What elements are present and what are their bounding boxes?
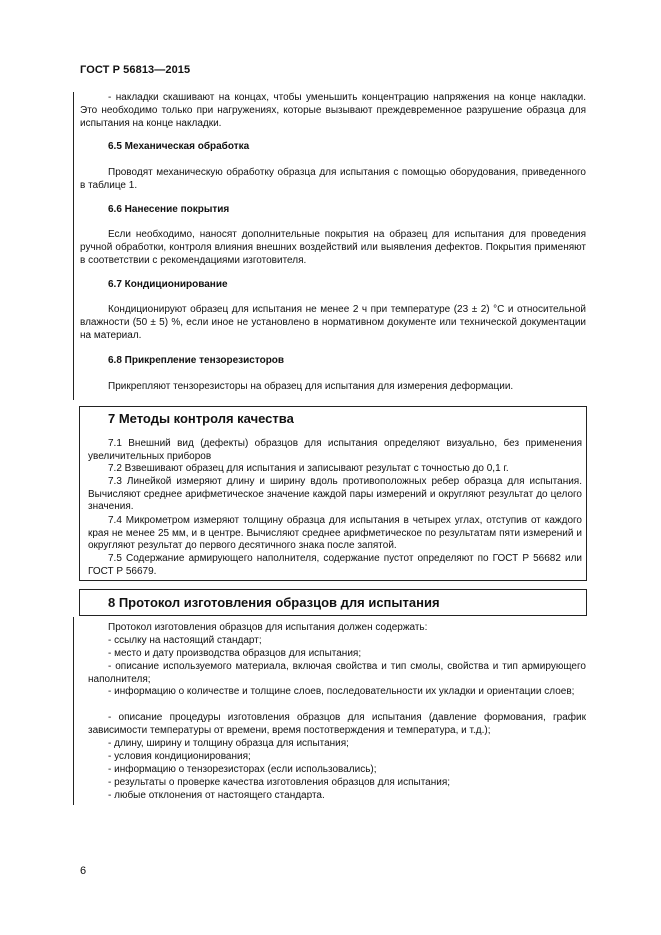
list-item: - любые отклонения от настоящего стандарта.	[108, 790, 325, 801]
section-6-8-title: 6.8 Прикрепление тензорезисторов	[108, 355, 285, 366]
section-7-5-text: 7.5 Содержание армирующего наполнителя, содержание пустот определяют по ГОСТ Р 56682 или ГОСТ Р 56679.	[88, 553, 582, 577]
list-item: - информацию о количестве и толщине слоев, последовательности их укладки и ориентации слоев;	[108, 686, 575, 697]
list-item: - длину, ширину и толщину образца для испытания;	[108, 738, 349, 749]
list-item: - ссылку на настоящий стандарт;	[108, 635, 262, 646]
list-item: - информацию о тензорезисторах (если использовались);	[108, 764, 377, 775]
list-item: - описание используемого материала, включая свойства и тип смолы, свойства и тип армирующего наполнителя;	[88, 661, 586, 685]
list-item: - результаты о проверке качества изготовления образцов для испытания;	[108, 777, 451, 788]
list-item: - описание процедуры изготовления образцов для испытания (давление формования, график зависимости температуры от времени, время постотверждения и температура, и т.д.);	[88, 712, 586, 736]
section-7-4-text: 7.4 Микрометром измеряют толщину образца для испытания в четырех углах, отступив от каждого края не менее 25 мм, и в центре. Вычисляют среднее арифметическое по результатам пяти измерений и округляют результат до первого десятичного знака после запятой.	[88, 515, 582, 551]
section-8-intro: Протокол изготовления образцов для испытания должен содержать:	[108, 622, 428, 633]
section-6-7-title: 6.7 Кондиционирование	[108, 279, 228, 290]
section-6-5-title: 6.5 Механическая обработка	[108, 141, 250, 152]
list-item: - место и дату производства образцов для испытания;	[108, 648, 362, 659]
change-bar-bottom	[73, 617, 74, 805]
section-6-6-title: 6.6 Нанесение покрытия	[108, 204, 230, 215]
document-header: ГОСТ Р 56813—2015	[80, 64, 191, 76]
page-number: 6	[80, 865, 87, 877]
section-6-6-text: Если необходимо, наносят дополнительные покрытия на образец для испытания для проведения ручной обработки, контроля влияния внешних воздействий или выявления дефектов. Покрытия применяют в соответствии с рекомендациями изготовителя.	[80, 229, 586, 266]
section-6-8-text: Прикрепляют тензорезисторы на образец для испытания для измерения деформации.	[108, 381, 514, 392]
intro-paragraph: - накладки скашивают на концах, чтобы уменьшить концентрацию напряжения на конце накладки. Это необходимо только при нагружениях, которые вызывают преждевременное разрушение образца для испытания на конце накладки.	[80, 92, 586, 129]
section-7-3-text: 7.3 Линейкой измеряют длину и ширину вдоль противоположных ребер образца для испытания. Вычисляют среднее арифметическое значение каждой пары измерений и округляют результат до целого значения.	[88, 476, 582, 512]
section-6-5-text: Проводят механическую обработку образца для испытания с помощью оборудования, приведенного в таблице 1.	[80, 167, 586, 191]
list-item: - условия кондиционирования;	[108, 751, 251, 762]
section-6-7-text: Кондиционируют образец для испытания не менее 2 ч при температуре (23 ± 2) °С и относительной влажности (50 ± 5) %, если иное не установлено в нормативном документе или технической документации на материал.	[80, 304, 586, 341]
section-7-2-text: 7.2 Взвешивают образец для испытания и записывают результат с точностью до 0,1 г.	[108, 463, 509, 474]
section-7-title: 7 Методы контроля качества	[108, 411, 294, 426]
change-bar-top	[73, 92, 74, 400]
section-7-1-text: 7.1 Внешний вид (дефекты) образцов для испытания определяют визуально, без применения увеличительных приборов	[88, 438, 582, 462]
section-8-title: 8 Протокол изготовления образцов для испытания	[108, 595, 440, 610]
